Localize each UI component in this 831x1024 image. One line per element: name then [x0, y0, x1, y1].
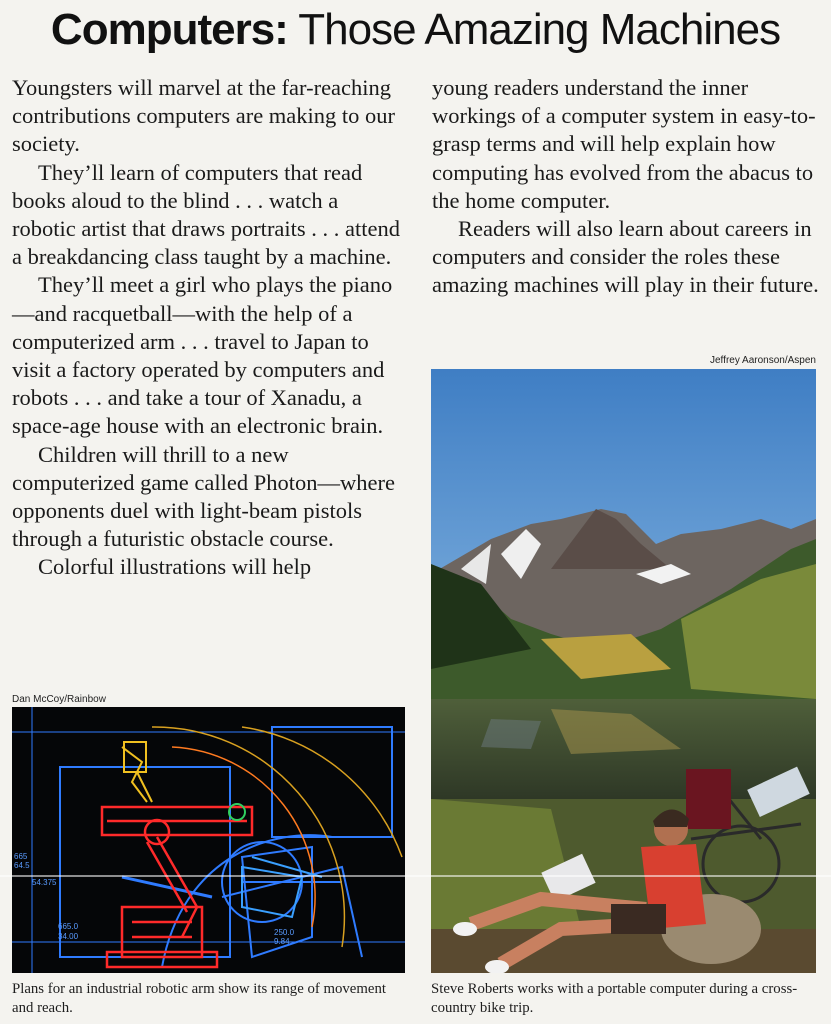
dimension-label: 250.0 [274, 928, 295, 937]
body-right-column [432, 74, 824, 300]
headline-regular: Those Amazing Machines [287, 5, 781, 54]
dimension-label: 665 [14, 852, 28, 861]
paragraph: Youngsters will marvel at the far-reaching contributions computers are making to our society. [12, 75, 396, 157]
dimension-label: 665.0 [58, 922, 79, 931]
robot-arm-photo [12, 707, 405, 973]
mountain-photo-credit: Jeffrey Aaronson/Aspen [710, 355, 816, 366]
paragraph: They’ll learn of computers that read books aloud to the blind . . . watch a robotic artist that draws portraits . . . attend a breakdancing class taught by a machine. [12, 159, 401, 270]
paragraph: young readers understand the inner workings of a computer system in easy-to-grasp terms and will help explain how computing has evolved from the abacus to the home computer. [432, 75, 816, 213]
robot-photo-caption: Plans for an industrial robotic arm show its range of movement and reach. [12, 981, 386, 1016]
body-left-column [12, 74, 404, 582]
headline [0, 4, 831, 56]
dimension-label: 54.375 [32, 878, 57, 887]
dimension-label: 9.84 [274, 937, 290, 946]
fold-crease [0, 875, 831, 877]
dimension-label: 64.5 [14, 861, 30, 870]
robot-photo-credit: Dan McCoy/Rainbow [12, 694, 106, 705]
headline-bold: Computers: [50, 5, 288, 54]
dimension-label: 34.00 [58, 932, 79, 941]
mountain-bike-photo [431, 369, 816, 973]
mountain-photo-caption: Steve Roberts works with a portable computer during a cross-country bike trip. [431, 981, 798, 1016]
robot-arm-illustration [12, 707, 405, 973]
paragraph: They’ll meet a girl who plays the piano—and racquetball—with the help of a computerized arm . . . travel to Japan to visit a factory operated by computers and robots . . . and take a tour of Xanadu, a space-age house with an electronic brain. [12, 272, 393, 439]
mountain-photo [431, 369, 816, 973]
paragraph: Colorful illustrations will help [38, 554, 312, 580]
paragraph: Children will thrill to a new computerized game called Photon—where opponents duel with light-beam pistols through a futuristic obstacle course. [12, 441, 395, 552]
paragraph: Readers will also learn about careers in computers and consider the roles these amazing machines will play in their future. [432, 216, 819, 298]
